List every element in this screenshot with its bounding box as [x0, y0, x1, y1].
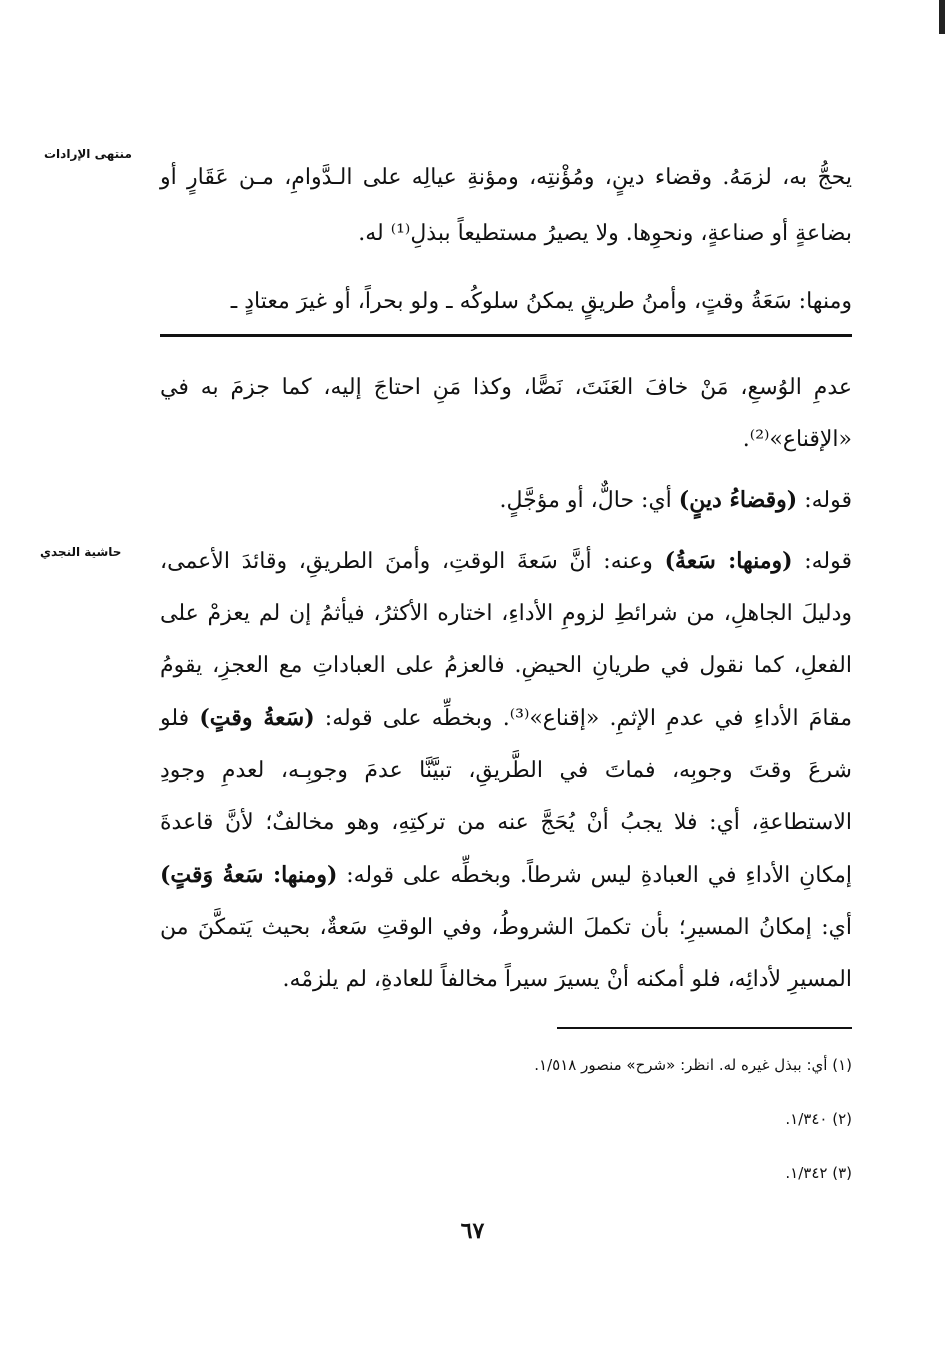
- footnote-2: (٢) ١/٣٤٠.: [785, 1110, 852, 1128]
- commentary-quote: (وقضاءُ دينٍ): [678, 487, 798, 513]
- commentary-text-span: فلو شرعَ وقتَ وجوبِه، فماتَ في الطَّريقِ، تبيَّنَّا عدمَ وجوبِـه، لعدمِ وجودِ الاستطاعةِ، أي: فلا يجبُ أنْ يُحَجَّ عنه من تركتِهِ، وهو مخالفٌ؛ لأنَّ قاعدةَ إمكانِ الأداءِ في العبادةِ ليس شرطاً. وبخطِّه على قوله:: [160, 706, 853, 888]
- commentary-lead: قوله:: [792, 549, 852, 574]
- footnote-3: (٣) ١/٣٤٢.: [785, 1164, 852, 1182]
- commentary-quote: (ومنها: سَعةُ وَقتٍ): [160, 862, 338, 888]
- footnotes: [160, 1038, 852, 1200]
- main-text-separator: [160, 334, 852, 337]
- commentary-text-span: أي: إمكانُ المسيرِ؛ بأن تكملَ الشروطُ، وفي الوقتِ سَعةٌ، بحيث يَتمكَّنَ من المسيرِ لأدائِه، فلو أمكنه أنْ يسيرَ سيراً مخالفاً للعادةِ، لم يلزمْه.: [160, 915, 852, 992]
- side-label-main-text: منتهى الإرادات: [44, 147, 132, 161]
- commentary-para-3: [160, 535, 852, 1006]
- scan-edge-mark: [939, 0, 945, 34]
- page-number: ٦٧: [460, 1218, 485, 1244]
- main-text-para-1: يحجُّ به، لزمَهُ. وقضاء دينٍ، ومُؤْنتِه، ومؤنةِ عيالِه على الـدَّوامِ، مـن عَقَارٍ أو بضاعةٍ أو صناعةٍ، ونحوِها. ولا يصيرُ مستطيعاً ببذلِ⁽¹⁾ له.: [160, 165, 852, 246]
- commentary-text-span: وعنه: أنَّ سَعةَ الوقتِ، وأمنَ الطريقِ، وقائدَ الأعمى، ودليلَ الجاهلِ، من شرائطِ لزومِ الأداءِ، اختاره الأكثرُ، فيأثمُ إن لم يعزمْ على الفعلِ، كما نقول في طريانِ الحيضِ. فالعزمُ على العباداتِ مع العجزِ، يقومُ مقامَ الأداءِ في عدمِ الإثمِ. «إقناع»⁽³⁾. وبخطِّه على قوله:: [160, 549, 853, 731]
- commentary-quote: (سَعةُ وقتٍ): [199, 705, 315, 731]
- commentary-text: [160, 362, 852, 1006]
- footnote-separator: [557, 1027, 852, 1029]
- commentary-para-1: عدمِ الوُسعِ، مَنْ خافَ العَنَتَ، نَصًّا، وكذا مَنِ احتاجَ إليه، كما جزمَ به في «الإقناع»⁽²⁾.: [160, 375, 852, 452]
- main-text-para-2: ومنها: سَعَةُ وقتٍ، وأمنُ طريقٍ يمكنُ سلوكُه ـ ولو بحراً، أو غيرَ معتادٍ ـ: [230, 289, 852, 314]
- commentary-para-2: [160, 474, 852, 527]
- commentary-lead: قوله:: [797, 488, 852, 513]
- footnote-1: (١) أي: ببذل غيره له. انظر: «شرح» منصور ١/٥١٨.: [534, 1056, 852, 1074]
- main-text: [160, 150, 852, 330]
- commentary-quote: (ومنها: سَعةُ): [664, 548, 793, 574]
- commentary-text-span: أي: حالٌّ، أو مؤجَّلٍ.: [499, 488, 679, 513]
- side-label-commentary: حاشية النجدي: [40, 545, 122, 559]
